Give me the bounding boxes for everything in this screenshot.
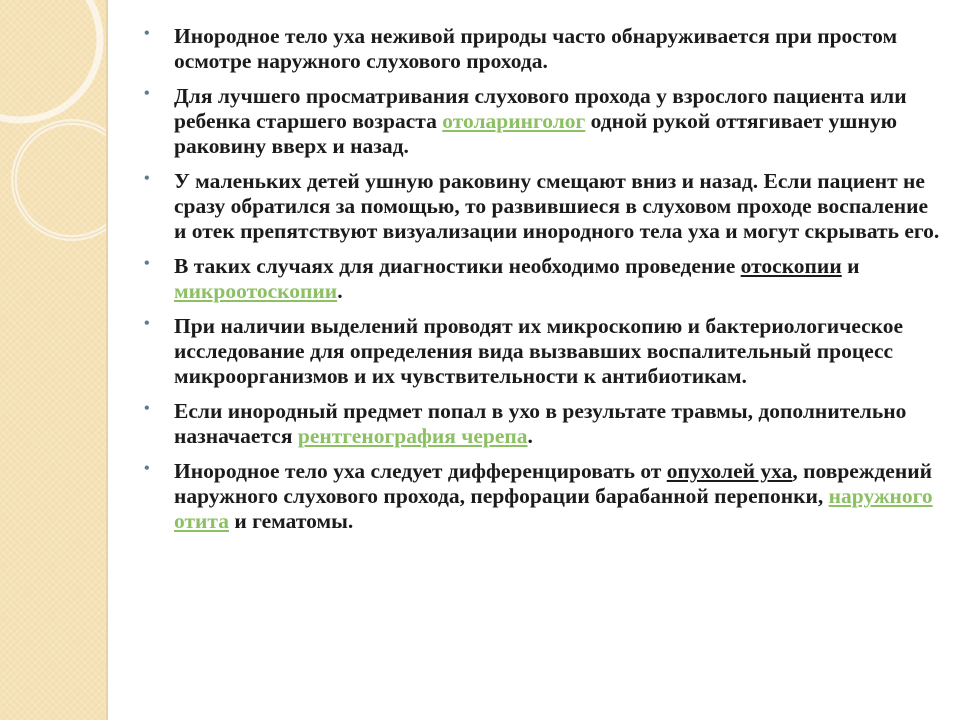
term-link[interactable]: отоларинголог (442, 109, 586, 133)
term-link[interactable]: опухолей уха (666, 459, 793, 483)
bullet-text: Если инородный предмет попал в ухо в результате травмы, дополнительно назначается (174, 399, 907, 448)
bullet-icon: • (144, 315, 150, 332)
bullet-icon: • (144, 170, 150, 187)
bullet-icon: • (144, 85, 150, 102)
bullet-text: и гематомы. (229, 509, 354, 533)
bullet-text: Для лучшего просматривания слухового прохода у взрослого пациента или ребенка старшего возраста (174, 84, 907, 133)
decorative-side-band (0, 0, 106, 720)
bullet-text: и (841, 254, 860, 278)
term-link[interactable]: микроотоскопии (174, 279, 338, 303)
bullet-icon: • (144, 25, 150, 42)
bullet-text: . (337, 279, 343, 303)
slide-content (144, 24, 944, 544)
bullet-text: Инородное тело уха следует дифференцировать от (174, 459, 667, 483)
bullet-text: . (527, 424, 533, 448)
bullet-text: При наличии выделений проводят их микроскопию и бактериологическое исследование для определения вида вызвавших воспалительный процесс микроорганизмов и их чувствительности к антибиотикам. (174, 314, 904, 388)
bullet-text: Инородное тело уха неживой природы часто обнаруживается при простом осмотре наружного слухового прохода. (174, 24, 898, 73)
bullet-item (144, 24, 944, 74)
bullet-icon: • (144, 460, 150, 477)
term-link[interactable]: отоскопии (740, 254, 842, 278)
decorative-rings (0, 0, 106, 720)
bullet-text: , повреждений наружного слухового прохода, перфорации барабанной перепонки, (174, 459, 932, 508)
term-link[interactable]: рентгенография черепа (297, 424, 528, 448)
bullet-item (144, 169, 944, 244)
side-band-edge (106, 0, 108, 720)
bullet-text: У маленьких детей ушную раковину смещают вниз и назад. Если пациент не сразу обратился за помощью, то развившиеся в слуховом проходе воспаление и отек препятствуют визуализации инородного тела уха и могут скрывать его. (174, 169, 940, 243)
bullet-item (144, 84, 944, 159)
bullet-list (144, 24, 944, 534)
bullet-icon: • (144, 400, 150, 417)
bullet-item (144, 254, 944, 304)
bullet-text: одной рукой оттягивает ушную раковину вверх и назад. (174, 109, 898, 158)
bullet-item (144, 459, 944, 534)
bullet-item (144, 314, 944, 389)
term-link[interactable]: наружного отита (174, 484, 933, 533)
bullet-text: В таких случаях для диагностики необходимо проведение (174, 254, 741, 278)
bullet-icon: • (144, 255, 150, 272)
bullet-item (144, 399, 944, 449)
